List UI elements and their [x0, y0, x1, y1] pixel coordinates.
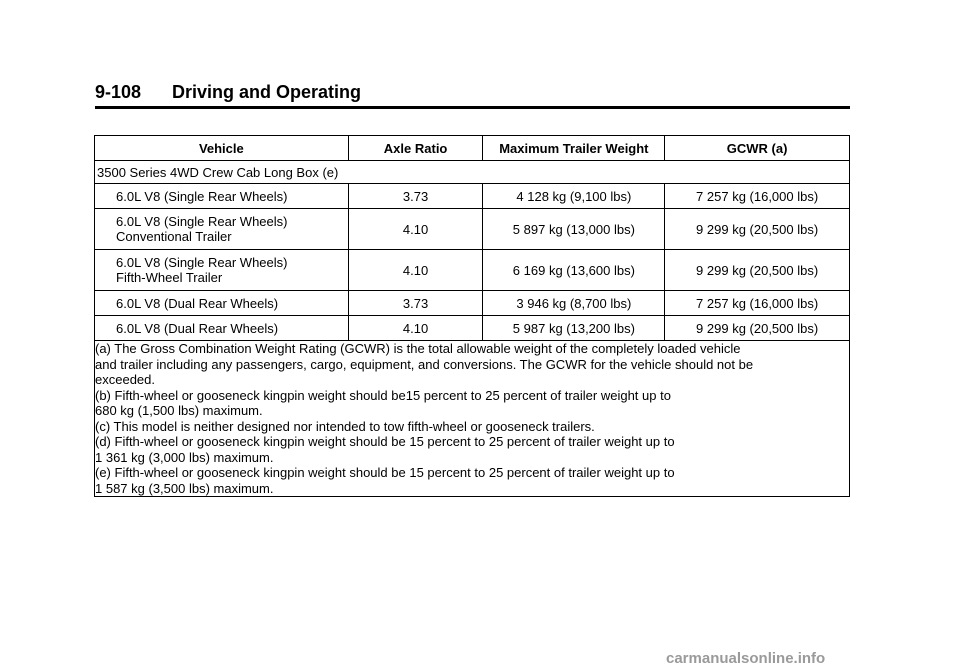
footnote-line: (a) The Gross Combination Weight Rating (GCWR) is the total allowable weight of the completely loaded vehicle — [95, 341, 741, 356]
gcwr-cell: 7 257 kg (16,000 lbs) — [665, 291, 850, 316]
footnote-line: (d) Fifth-wheel or gooseneck kingpin weight should be 15 percent to 25 percent of trailer weight up to — [95, 434, 675, 449]
column-header-max-trailer-weight: Maximum Trailer Weight — [483, 136, 665, 161]
max-trailer-weight-cell: 5 987 kg (13,200 lbs) — [483, 316, 665, 341]
column-header-axle-ratio: Axle Ratio — [348, 136, 483, 161]
section-row — [95, 161, 850, 184]
trailer-weight-table — [94, 135, 850, 497]
max-trailer-weight-cell: 6 169 kg (13,600 lbs) — [483, 250, 665, 291]
gcwr-cell: 7 257 kg (16,000 lbs) — [665, 184, 850, 209]
footnote-line: 680 kg (1,500 lbs) maximum. — [95, 403, 263, 418]
max-trailer-weight-cell: 3 946 kg (8,700 lbs) — [483, 291, 665, 316]
footnote-line: exceeded. — [95, 372, 155, 387]
max-trailer-weight-cell: 4 128 kg (9,100 lbs) — [483, 184, 665, 209]
footnotes — [95, 341, 850, 497]
vehicle-text: 6.0L V8 (Single Rear Wheels) — [116, 214, 288, 229]
page-header — [95, 80, 850, 109]
gcwr-cell: 9 299 kg (20,500 lbs) — [665, 250, 850, 291]
table-row — [95, 209, 850, 250]
footnote-line: (c) This model is neither designed nor intended to tow fifth-wheel or gooseneck trailers. — [95, 418, 595, 434]
footnote-line: 1 361 kg (3,000 lbs) maximum. — [95, 449, 274, 465]
table-row — [95, 291, 850, 316]
vehicle-cell — [95, 209, 349, 250]
footnote-line: (b) Fifth-wheel or gooseneck kingpin weight should be15 percent to 25 percent of trailer weight up to — [95, 387, 671, 403]
watermark: carmanualsonline.info — [666, 650, 826, 667]
vehicle-cell — [95, 184, 349, 209]
vehicle-subtext: Fifth-Wheel Trailer — [116, 270, 223, 285]
section-title: Driving and Operating — [172, 82, 362, 102]
column-header-vehicle: Vehicle — [95, 136, 349, 161]
axle-ratio-cell: 4.10 — [348, 209, 483, 250]
table-row — [95, 316, 850, 341]
footnote-line: 1 587 kg (3,500 lbs) maximum. — [95, 480, 274, 496]
axle-ratio-cell: 4.10 — [348, 316, 483, 341]
column-header-gcwr: GCWR (a) — [665, 136, 850, 161]
vehicle-subtext: Conventional Trailer — [116, 229, 232, 244]
vehicle-text: 6.0L V8 (Single Rear Wheels) — [116, 255, 288, 270]
vehicle-text: 6.0L V8 (Dual Rear Wheels) — [116, 295, 279, 311]
footnote-line: (e) Fifth-wheel or gooseneck kingpin weight should be 15 percent to 25 percent of trailer weight up to — [95, 465, 675, 480]
vehicle-cell — [95, 250, 349, 291]
page-number: 9-108 — [95, 82, 142, 102]
axle-ratio-cell: 4.10 — [348, 250, 483, 291]
gcwr-cell: 9 299 kg (20,500 lbs) — [665, 209, 850, 250]
vehicle-text: 6.0L V8 (Single Rear Wheels) — [116, 188, 288, 204]
vehicle-cell — [95, 291, 349, 316]
vehicle-text: 6.0L V8 (Dual Rear Wheels) — [116, 320, 279, 336]
table-row — [95, 184, 850, 209]
max-trailer-weight-cell: 5 897 kg (13,000 lbs) — [483, 209, 665, 250]
vehicle-cell — [95, 316, 349, 341]
notes-row — [95, 341, 850, 497]
gcwr-cell: 9 299 kg (20,500 lbs) — [665, 316, 850, 341]
section-label: 3500 Series 4WD Crew Cab Long Box (e) — [95, 161, 850, 184]
table-row — [95, 250, 850, 291]
footnote-line: and trailer including any passengers, cargo, equipment, and conversions. The GCWR for the vehicle should not be — [95, 356, 754, 372]
axle-ratio-cell: 3.73 — [348, 291, 483, 316]
axle-ratio-cell: 3.73 — [348, 184, 483, 209]
table-header-row — [95, 136, 850, 161]
